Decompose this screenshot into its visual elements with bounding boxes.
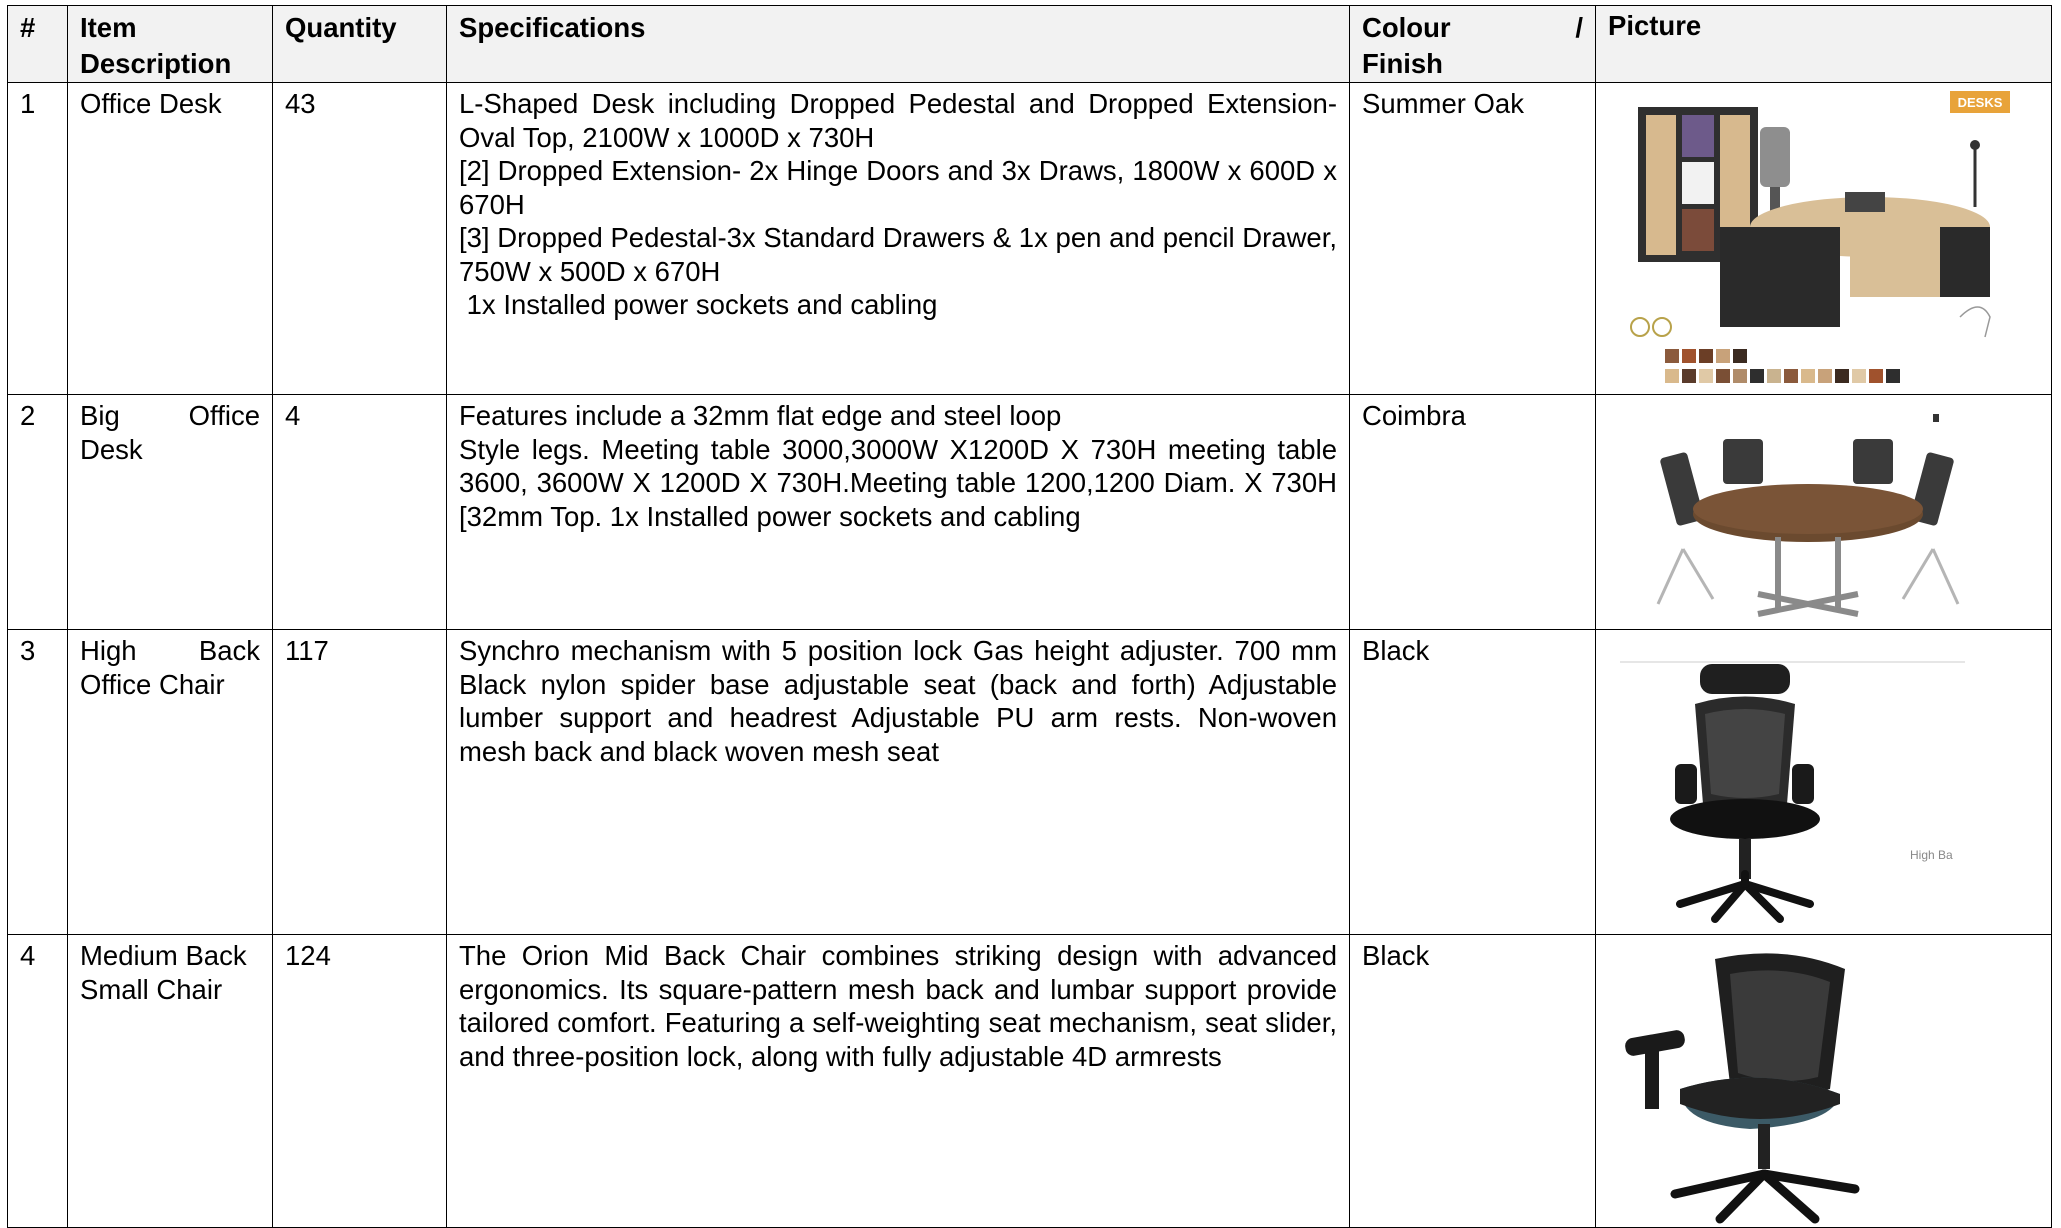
office-desk-picture [1620,87,2020,394]
row-number: 2 [8,395,68,630]
specifications-cell [447,630,1350,935]
quantity-cell: 43 [273,83,447,395]
item-description: Medium Back Small Chair [68,935,273,1228]
furniture-spec-table [7,5,2052,1228]
specifications-cell [447,83,1350,395]
table-row [8,83,2052,395]
picture-cell [1596,83,2052,395]
header-picture: Picture [1596,6,2052,83]
specifications-cell [447,395,1350,630]
quantity-cell: 124 [273,935,447,1228]
colour-cell: Coimbra [1350,395,1596,630]
item-description: High Back Office Chair [68,630,273,935]
picture-cell [1596,935,2052,1228]
table-row [8,630,2052,935]
picture-cell [1596,630,2052,935]
item-description: Office Desk [68,83,273,395]
spec-line: [3] Dropped Pedestal-3x Standard Drawers & 1x pen and pencil Drawer, 750W x 500D x 670H [459,222,1337,287]
quantity-cell: 4 [273,395,447,630]
meeting-table-picture [1628,399,1988,629]
spec-line: 1x Installed power sockets and cabling [459,289,938,320]
header-specifications: Specifications [447,6,1350,83]
spec-line: [2] Dropped Extension- 2x Hinge Doors and 3x Draws, 1800W x 600D x 670H [459,155,1337,220]
specifications-cell [447,935,1350,1228]
row-number: 1 [8,83,68,395]
table-row [8,395,2052,630]
header-colour-slash: / [1575,12,1583,43]
high-back-caption: High Ba [1910,848,1953,862]
spec-line: Synchro mechanism with 5 position lock Gas height adjuster. 700 mm Black nylon spider base adjustable seat (back and forth) Adjustable lumber support and headrest Adjustable PU arm rests. Non-woven mesh back and black woven mesh seat [459,635,1337,767]
row-number: 4 [8,935,68,1228]
row-number: 3 [8,630,68,935]
header-colour-label: Colour [1362,12,1451,43]
item-description: Big Office Desk [68,395,273,630]
spec-line: Style legs. Meeting table 3000,3000W X1200D X 730H meeting table 3600, 3600W X 1200D X 730H.Meeting table 1200,1200 Diam. X 730H [32mm Top. 1x Installed power sockets and cabling [459,433,1337,532]
high-back-chair-picture [1620,634,2020,934]
medium-back-chair-picture [1620,939,1920,1227]
colour-cell: Summer Oak [1350,83,1596,395]
header-finish-label: Finish [1362,48,1443,79]
colour-cell: Black [1350,935,1596,1228]
colour-cell: Black [1350,630,1596,935]
quantity-cell: 117 [273,630,447,935]
spec-line: L-Shaped Desk including Dropped Pedestal and Dropped Extension- Oval Top, 2100W x 1000D x 730H [459,88,1337,153]
header-colour-finish [1350,6,1596,83]
header-item-description: Item Description [68,6,273,83]
spec-line: Features include a 32mm flat edge and steel loop [459,400,1062,431]
table-row [8,935,2052,1228]
picture-cell [1596,395,2052,630]
header-quantity: Quantity [273,6,447,83]
header-number: # [8,6,68,83]
spec-line: The Orion Mid Back Chair combines striking design with advanced ergonomics. Its square-pattern mesh back and lumbar support provide tailored comfort. Featuring a self-weighting seat mechanism, seat slider, and three-position lock, along with fully adjustable 4D armrests [459,940,1337,1072]
header-row [8,6,2052,83]
desks-label: DESKS [1957,95,2003,110]
